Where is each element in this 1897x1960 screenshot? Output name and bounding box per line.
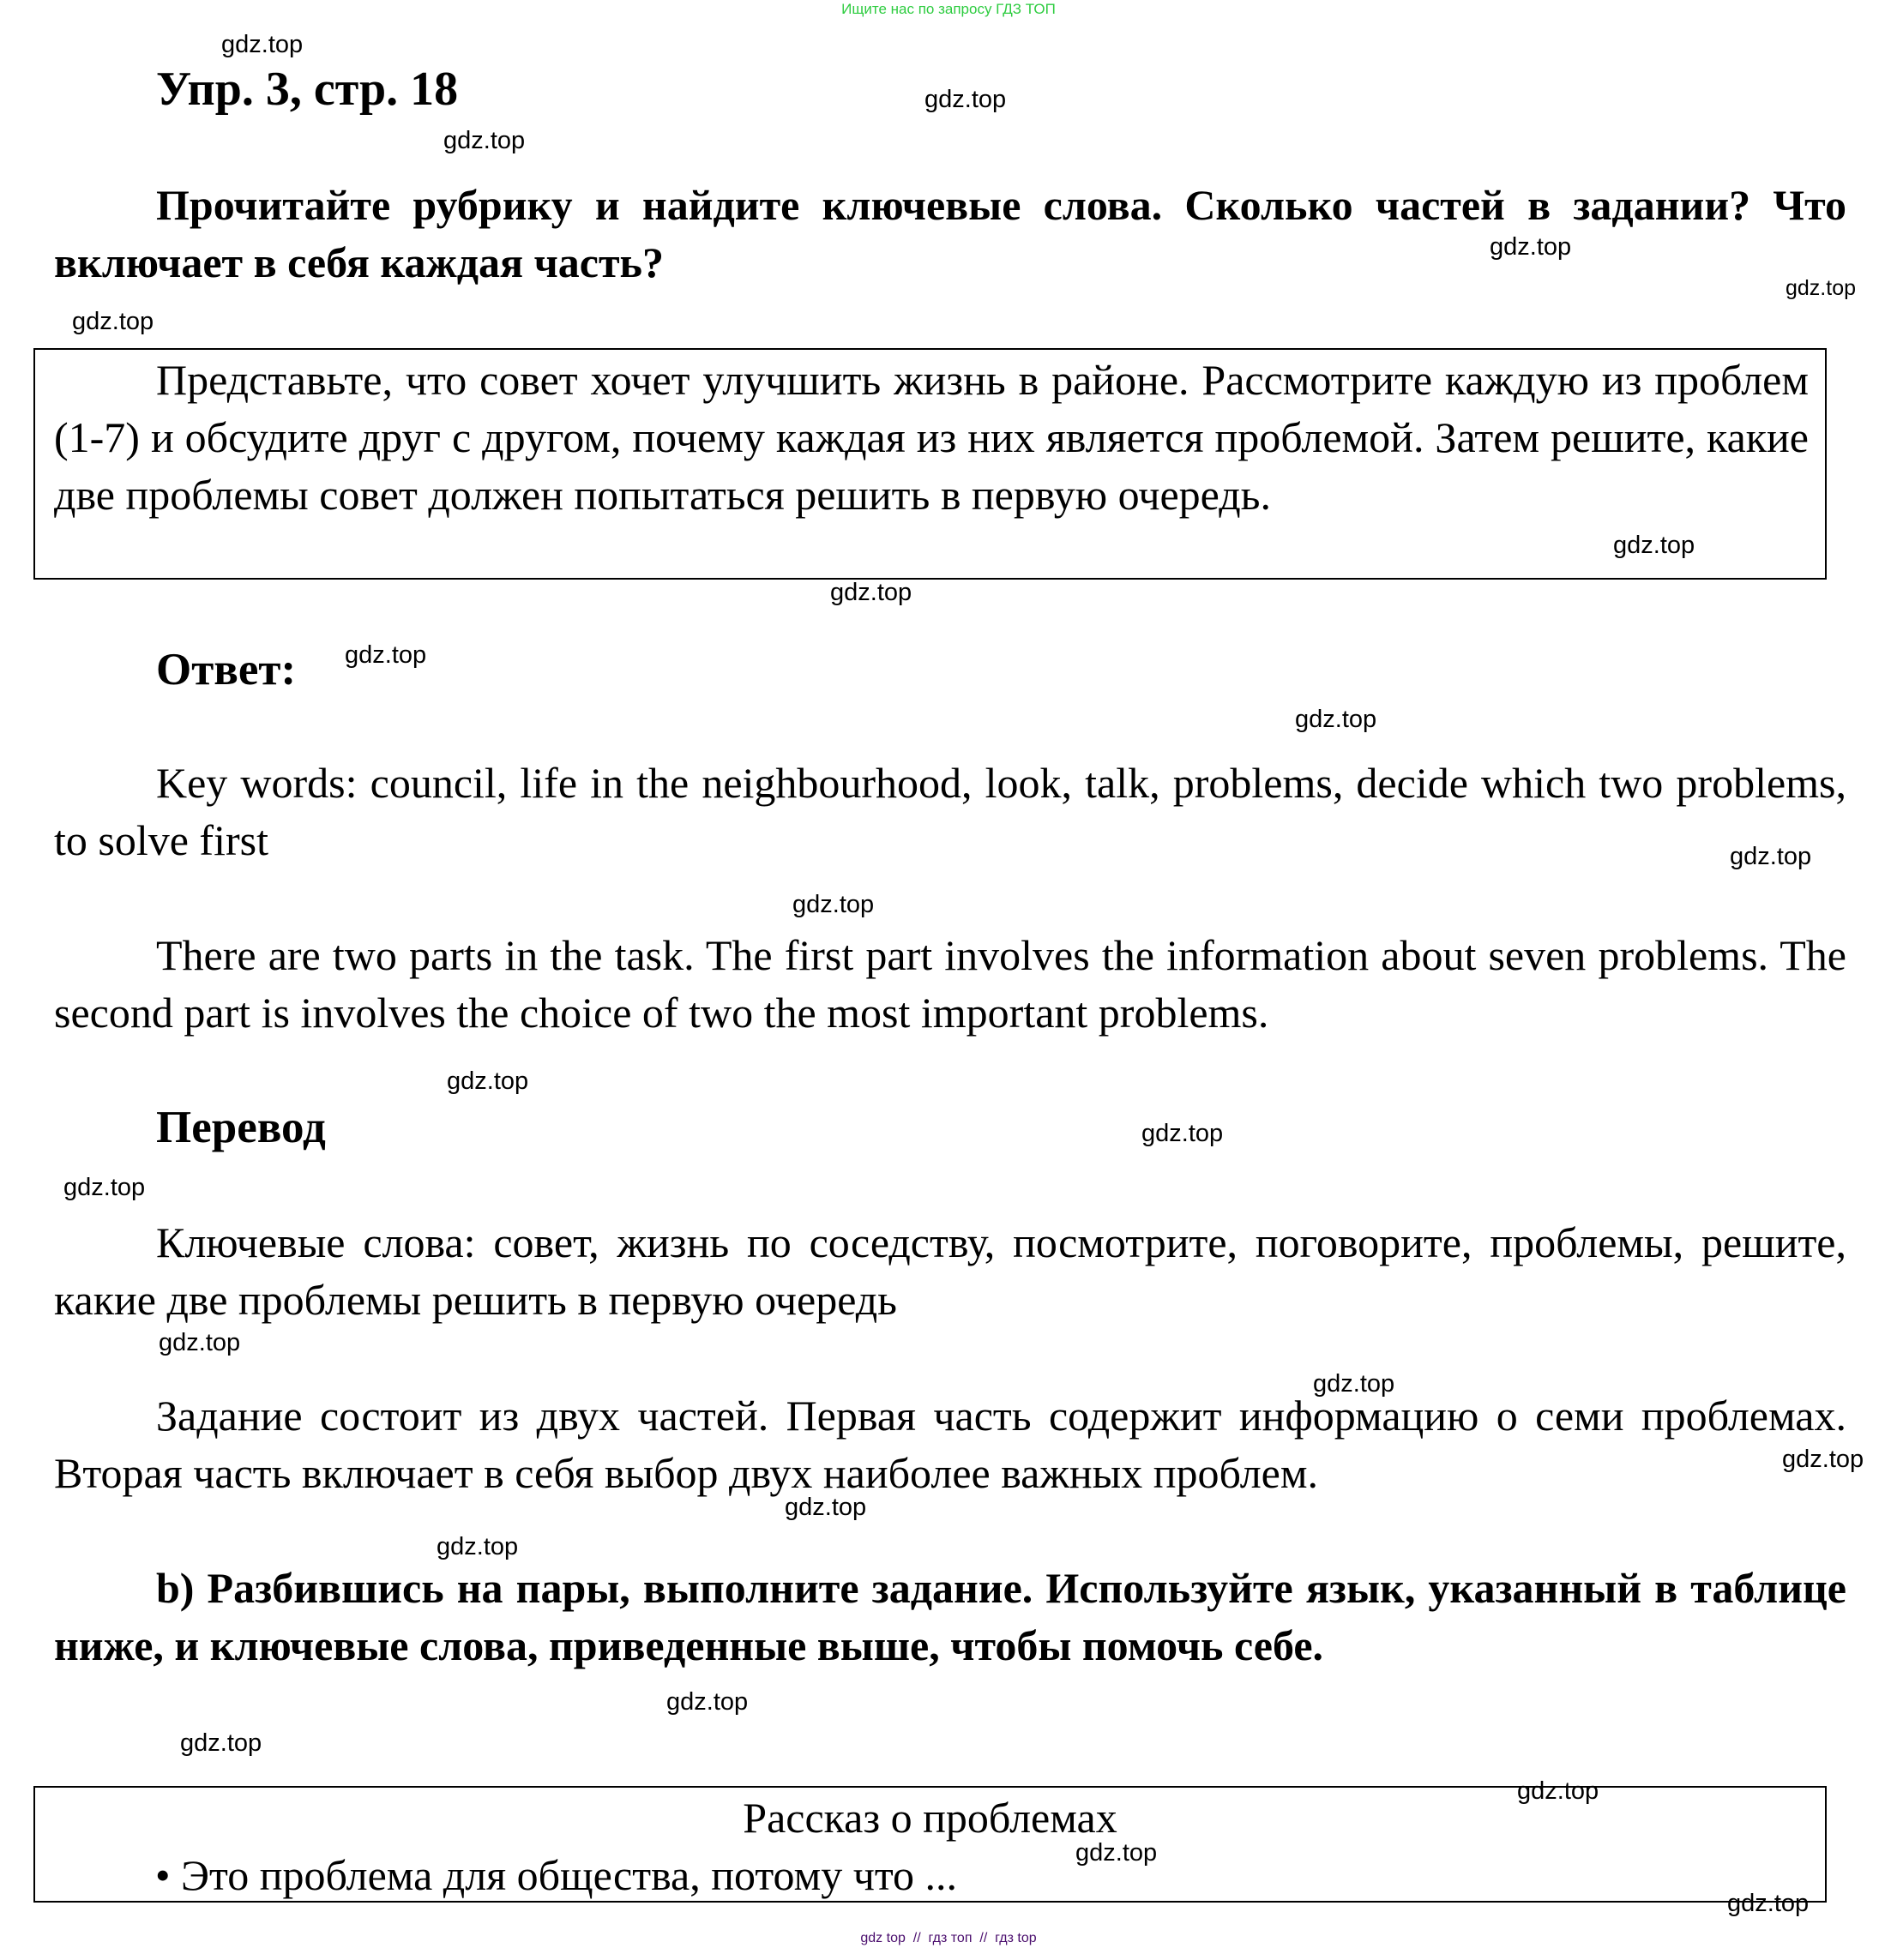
watermark: gdz.top bbox=[1313, 1370, 1395, 1398]
watermark: gdz.top bbox=[1782, 1446, 1864, 1473]
task-b: b) Разбившись на пары, выполните задание. Используйте язык, указанный в таблице ниже, и ключевые слова, приведенные выше, чтобы помочь себе. bbox=[54, 1564, 1846, 1669]
watermark: gdz.top bbox=[666, 1688, 749, 1716]
watermark: gdz.top bbox=[63, 1174, 146, 1201]
watermark: gdz.top bbox=[1613, 532, 1695, 559]
translation-keywords: Ключевые слова: совет, жизнь по соседству, посмотрите, поговорите, проблемы, решите, какие две проблемы решить в первую очередь bbox=[54, 1218, 1846, 1324]
watermark: gdz.top bbox=[924, 86, 1007, 113]
watermark: gdz.top bbox=[443, 127, 526, 154]
translation-heading: Перевод bbox=[156, 1103, 326, 1152]
watermark: gdz.top bbox=[1730, 843, 1812, 870]
watermark: gdz.top bbox=[785, 1494, 867, 1521]
rubric-text: Представьте, что совет хочет улучшить жизнь в районе. Рассмотрите каждую из проблем (1-7) и обсудите друг с другом, почему каждая из них является проблемой. Затем решите, какие две проблемы совет должен попытаться решить в первую очередь. bbox=[54, 356, 1809, 519]
table-item: • Это проблема для общества, потому что ... bbox=[155, 1851, 958, 1899]
watermark: gdz.top bbox=[1141, 1120, 1224, 1147]
watermark: gdz.top bbox=[830, 579, 912, 606]
translation-parts: Задание состоит из двух частей. Первая часть содержит информацию о семи проблемах. Вторая часть включает в себя выбор двух наиболее важных проблем. bbox=[54, 1392, 1846, 1497]
watermark: gdz.top bbox=[159, 1329, 241, 1356]
watermark: gdz.top bbox=[221, 31, 304, 58]
watermark: gdz.top bbox=[72, 308, 154, 335]
top-banner: Ищите нас по запросу ГДЗ ТОП bbox=[841, 1, 1056, 17]
watermark: gdz.top bbox=[792, 891, 875, 918]
watermark: gdz.top bbox=[447, 1067, 529, 1095]
table-title: Рассказ о проблемах bbox=[743, 1794, 1117, 1842]
watermark: gdz.top bbox=[180, 1729, 262, 1757]
watermark: gdz.top bbox=[1295, 706, 1377, 733]
answer-heading: Ответ: bbox=[156, 645, 297, 694]
watermark: gdz.top bbox=[1786, 276, 1857, 300]
watermark: gdz.top bbox=[345, 641, 427, 669]
watermark: gdz.top bbox=[1490, 233, 1572, 261]
answer-keywords: Key words: council, life in the neighbourhood, look, talk, problems, decide which two problems, to solve first bbox=[54, 759, 1846, 864]
watermark: gdz.top bbox=[1727, 1890, 1810, 1917]
watermark: gdz.top bbox=[1075, 1839, 1158, 1867]
watermark: gdz.top bbox=[437, 1533, 519, 1560]
answer-parts: There are two parts in the task. The first part involves the information about seven problems. The second part is involves the choice of two the most important problems. bbox=[54, 931, 1846, 1037]
watermark: gdz.top bbox=[1517, 1777, 1599, 1805]
task-heading: Прочитайте рубрику и найдите ключевые слова. Сколько частей в задании? Что включает в себя каждая часть? bbox=[54, 181, 1846, 286]
footer: gdz top // гдз топ // гдз top bbox=[860, 1931, 1037, 1945]
page-title: Упр. 3, стр. 18 bbox=[156, 63, 459, 116]
